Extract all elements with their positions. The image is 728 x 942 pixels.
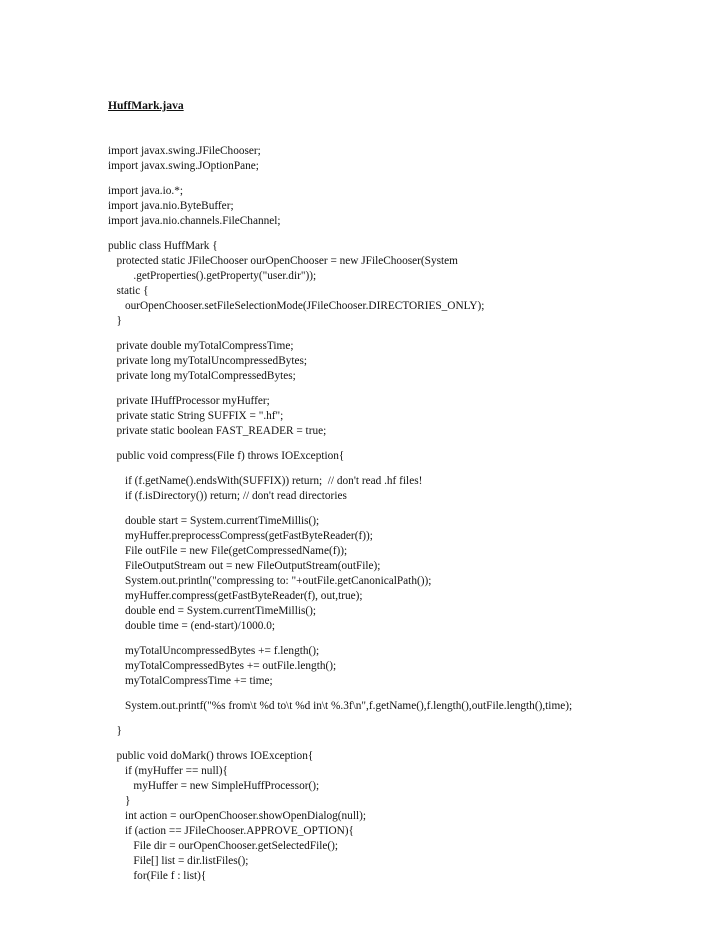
- code-line: private static boolean FAST_READER = true;: [108, 425, 327, 437]
- code-line: public void doMark() throws IOException{: [108, 750, 314, 762]
- document-body: [108, 99, 708, 884]
- code-line: if (f.getName().endsWith(SUFFIX)) return; // don't read .hf files!: [108, 475, 423, 487]
- code-line: int action = ourOpenChooser.showOpenDialog(null);: [108, 810, 367, 822]
- blank-line: [108, 384, 708, 394]
- blank-line: [108, 439, 708, 449]
- code-line: private double myTotalCompressTime;: [108, 340, 294, 352]
- code-line: double end = System.currentTimeMillis();: [108, 605, 317, 617]
- blank-line: [108, 464, 708, 474]
- code-line: myHuffer.preprocessCompress(getFastByteReader(f));: [108, 530, 373, 542]
- code-line: ourOpenChooser.setFileSelectionMode(JFileChooser.DIRECTORIES_ONLY);: [108, 300, 485, 312]
- code-block: [108, 144, 708, 884]
- code-line: }: [108, 795, 131, 807]
- blank-line: [108, 229, 708, 239]
- code-line: private long myTotalCompressedBytes;: [108, 370, 296, 382]
- code-line: import javax.swing.JOptionPane;: [108, 160, 259, 172]
- code-line: if (myHuffer == null){: [108, 765, 228, 777]
- code-line: import java.nio.ByteBuffer;: [108, 200, 234, 212]
- code-line: private static String SUFFIX = ".hf";: [108, 410, 284, 422]
- code-line: if (action == JFileChooser.APPROVE_OPTION){: [108, 825, 354, 837]
- code-line: myHuffer = new SimpleHuffProcessor();: [108, 780, 320, 792]
- document-title: HuffMark.java: [108, 99, 184, 112]
- blank-line: [108, 634, 708, 644]
- code-line: import java.io.*;: [108, 185, 183, 197]
- code-line: myHuffer.compress(getFastByteReader(f), out,true);: [108, 590, 363, 602]
- code-line: private IHuffProcessor myHuffer;: [108, 395, 270, 407]
- blank-line: [108, 174, 708, 184]
- code-line: protected static JFileChooser ourOpenChooser = new JFileChooser(System: [108, 255, 458, 267]
- code-line: System.out.printf("%s from\t %d to\t %d in\t %.3f\n",f.getName(),f.length(),outFile.length(),time);: [108, 700, 573, 712]
- code-line: File dir = ourOpenChooser.getSelectedFile();: [108, 840, 339, 852]
- code-line: public class HuffMark {: [108, 240, 218, 252]
- code-line: if (f.isDirectory()) return; // don't read directories: [108, 490, 347, 502]
- code-line: File outFile = new File(getCompressedName(f));: [108, 545, 348, 557]
- code-line: import javax.swing.JFileChooser;: [108, 145, 261, 157]
- blank-line: [108, 329, 708, 339]
- code-line: private long myTotalUncompressedBytes;: [108, 355, 308, 367]
- code-line: import java.nio.channels.FileChannel;: [108, 215, 281, 227]
- code-line: System.out.println("compressing to: "+outFile.getCanonicalPath());: [108, 575, 432, 587]
- blank-line: [108, 689, 708, 699]
- blank-line: [108, 714, 708, 724]
- code-line: myTotalCompressTime += time;: [108, 675, 273, 687]
- code-line: static {: [108, 285, 149, 297]
- blank-line: [108, 504, 708, 514]
- code-line: }: [108, 725, 122, 737]
- code-line: File[] list = dir.listFiles();: [108, 855, 249, 867]
- blank-line: [108, 739, 708, 749]
- code-line: public void compress(File f) throws IOException{: [108, 450, 345, 462]
- code-line: FileOutputStream out = new FileOutputStream(outFile);: [108, 560, 381, 572]
- code-line: for(File f : list){: [108, 870, 207, 882]
- code-line: myTotalUncompressedBytes += f.length();: [108, 645, 320, 657]
- code-line: .getProperties().getProperty("user.dir"));: [108, 270, 317, 282]
- code-line: double time = (end-start)/1000.0;: [108, 620, 276, 632]
- code-line: myTotalCompressedBytes += outFile.length();: [108, 660, 337, 672]
- code-line: }: [108, 315, 122, 327]
- code-line: double start = System.currentTimeMillis();: [108, 515, 320, 527]
